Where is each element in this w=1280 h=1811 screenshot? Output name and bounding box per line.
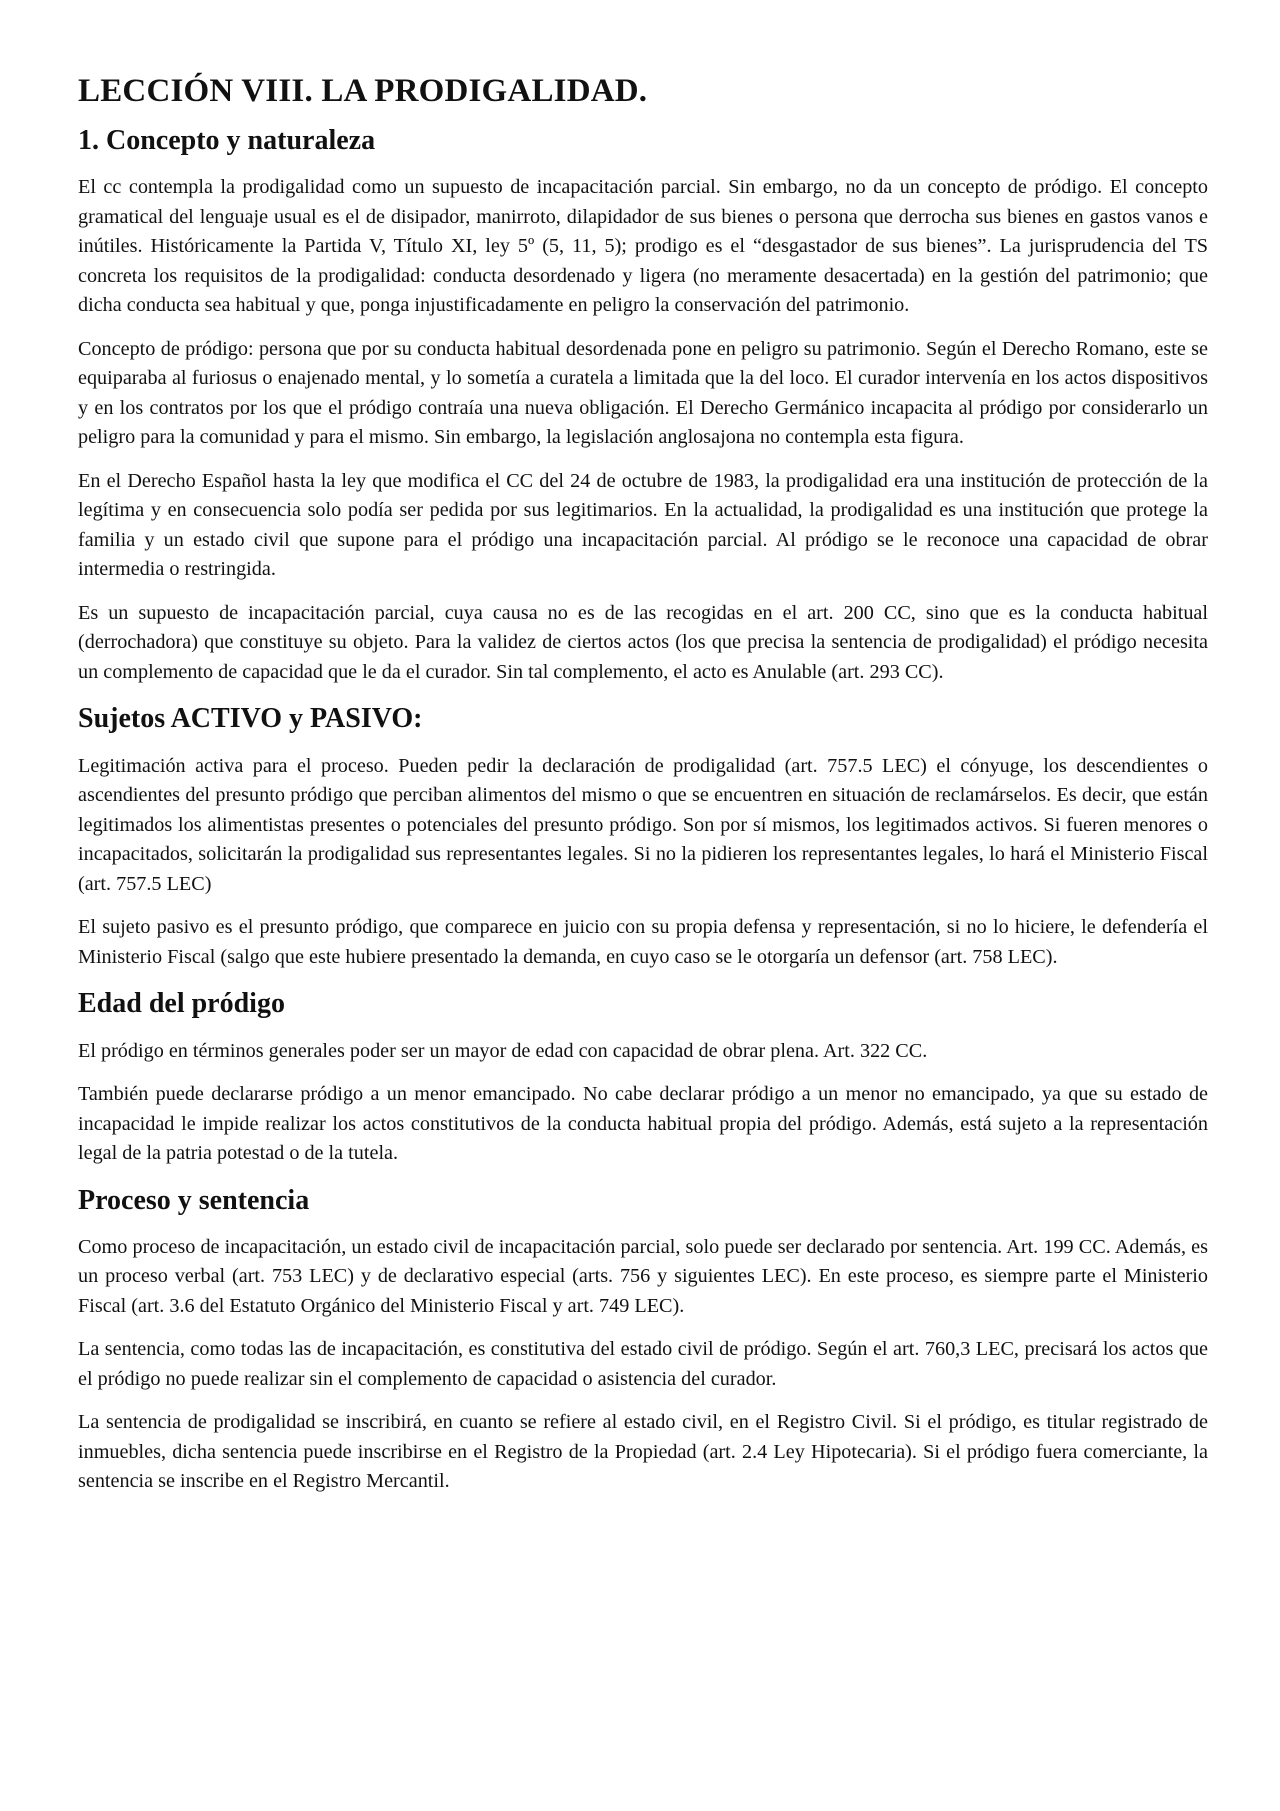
section-proceso	[78, 1183, 1208, 1497]
section-sujetos	[78, 701, 1208, 972]
paragraph: La sentencia de prodigalidad se inscribirá, en cuanto se refiere al estado civil, en el Registro Civil. Si el pródigo, es titular registrado de inmuebles, dicha sentencia puede inscribirse en el Registro de la Propiedad (art. 2.4 Ley Hipotecaria). Si el pródigo fuera comerciante, la sentencia se inscribe en el Registro Mercantil.	[78, 1411, 1208, 1493]
paragraph: El sujeto pasivo es el presunto pródigo, que comparece en juicio con su propia defensa y representación, si no lo hiciere, le defendería el Ministerio Fiscal (salgo que este hubiere presentado la demanda, en cuyo caso se le otorgaría un defensor (art. 758 LEC).	[78, 916, 1208, 968]
paragraph: El pródigo en términos generales poder ser un mayor de edad con capacidad de obrar plena. Art. 322 CC.	[78, 1039, 928, 1062]
paragraph: Legitimación activa para el proceso. Pueden pedir la declaración de prodigalidad (art. 757.5 LEC) el cónyuge, los descendientes o ascendientes del presunto pródigo que perciban alimentos del mismo o que se encuentren en situación de reclamárselos. Es decir, que están legitimados los alimentistas presentes o potenciales del presunto pródigo. Son por sí mismos, los legitimados activos. Si fueren menores o incapacitados, solicitarán la prodigalidad sus representantes legales. Si no la pidieren los representantes legales, lo hará el Ministerio Fiscal (art. 757.5 LEC)	[78, 754, 1208, 895]
paragraph: También puede declararse pródigo a un menor emancipado. No cabe declarar pródigo a un menor no emancipado, ya que su estado de incapacidad le impide realizar los actos constitutivos de la conducta habitual propia del pródigo. Además, está sujeto a la representación legal de la patria potestad o de la tutela.	[78, 1083, 1208, 1165]
section-heading: 1. Concepto y naturaleza	[78, 124, 376, 156]
paragraph: Concepto de pródigo: persona que por su conducta habitual desordenada pone en peligro su patrimonio. Según el Derecho Romano, este se equiparaba al furiosus o enajenado mental, y lo sometía a curatela a limitada que la del loco. El curador intervenía en los actos dispositivos y en los contratos por los que el pródigo contraía una nueva obligación. El Derecho Germánico incapacita al pródigo por considerarlo un peligro para la comunidad y para el mismo. Sin embargo, la legislación anglosajona no contempla esta figura.	[78, 337, 1208, 449]
paragraph: La sentencia, como todas las de incapacitación, es constitutiva del estado civil de pródigo. Según el art. 760,3 LEC, precisará los actos que el pródigo no puede realizar sin el complemento de capacidad o asistencia del curador.	[78, 1338, 1208, 1390]
section-concepto	[78, 123, 1208, 687]
section-heading: Proceso y sentencia	[78, 1184, 310, 1216]
section-heading: Sujetos ACTIVO y PASIVO:	[78, 703, 423, 735]
document-title: LECCIÓN VIII. LA PRODIGALIDAD.	[78, 73, 648, 109]
section-heading: Edad del pródigo	[78, 988, 285, 1020]
paragraph: En el Derecho Español hasta la ley que modifica el CC del 24 de octubre de 1983, la prodigalidad era una institución de protección de la legítima y en consecuencia solo podía ser pedida por sus legitimarios. En la actualidad, la prodigalidad es una institución que protege la familia y un estado civil que supone para el pródigo una incapacitación parcial. Al pródigo se le reconoce una capacidad de obrar intermedia o restringida.	[78, 469, 1208, 581]
paragraph: Es un supuesto de incapacitación parcial, cuya causa no es de las recogidas en el art. 200 CC, sino que es la conducta habitual (derrochadora) que constituye su objeto. Para la validez de ciertos actos (los que precisa la sentencia de prodigalidad) el pródigo necesita un complemento de capacidad que le da el curador. Sin tal complemento, el acto es Anulable (art. 293 CC).	[78, 601, 1208, 683]
paragraph: Como proceso de incapacitación, un estado civil de incapacitación parcial, solo puede ser declarado por sentencia. Art. 199 CC. Además, es un proceso verbal (art. 753 LEC) y de declarativo especial (arts. 756 y siguientes LEC). En este proceso, es siempre parte el Ministerio Fiscal (art. 3.6 del Estatuto Orgánico del Ministerio Fiscal y art. 749 LEC).	[78, 1235, 1208, 1317]
document-page	[78, 70, 1208, 1511]
paragraph: El cc contempla la prodigalidad como un supuesto de incapacitación parcial. Sin embargo, no da un concepto de pródigo. El concepto gramatical del lenguaje usual es el de disipador, manirroto, dilapidador de sus bienes o persona que derrocha sus bienes en gastos vanos e inútiles. Históricamente la Partida V, Título XI, ley 5º (5, 11, 5); prodigo es el “desgastador de sus bienes”. La jurisprudencia del TS concreta los requisitos de la prodigalidad: conducta desordenado y ligera (no meramente desacertada) en la gestión del patrimonio; que dicha conducta sea habitual y que, ponga injustificadamente en peligro la conservación del patrimonio.	[78, 176, 1208, 317]
section-edad	[78, 986, 1208, 1168]
